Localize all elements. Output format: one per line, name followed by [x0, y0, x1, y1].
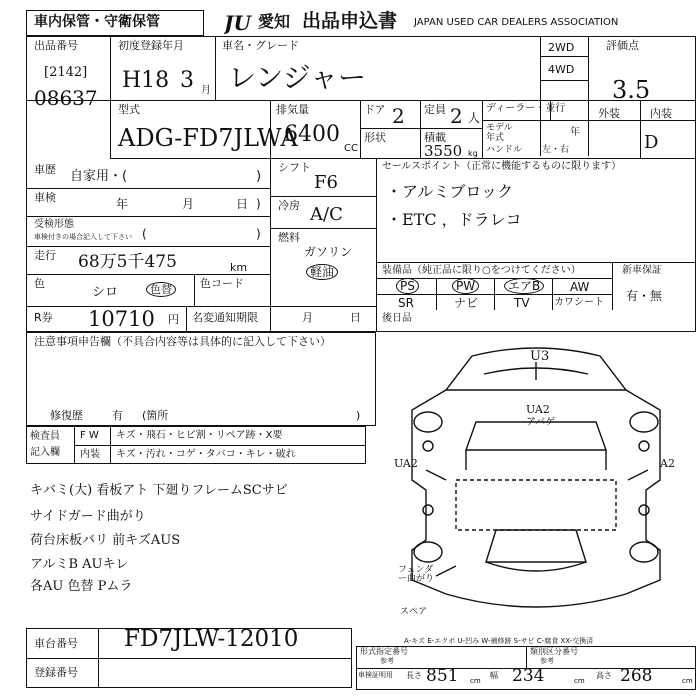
cert-length-cm: cm	[470, 677, 481, 685]
capacity-unit: 人	[468, 111, 481, 125]
name-change-label: 名変通知期限	[192, 311, 258, 324]
name-change-month: 月	[302, 311, 313, 324]
displacement-label: 排気量	[276, 103, 309, 116]
mark-a2-right: A2	[660, 457, 675, 470]
equip-navi: ナビ	[454, 296, 479, 310]
sales-point-1: ・アルミブロック	[386, 182, 514, 201]
lot-label: 出品番号	[34, 39, 78, 52]
fuel-diesel: 軽油	[306, 266, 338, 278]
inspector-entry-label: 記入欄	[30, 447, 60, 458]
cert-proof-label: 車検証明用	[358, 671, 393, 679]
mileage-label: 走行	[34, 249, 56, 262]
lot-sub-number: [2142]	[44, 65, 88, 80]
shape-label: 形状	[364, 131, 386, 144]
capacity-value: 2	[450, 104, 463, 128]
cert-height: 268	[620, 666, 653, 686]
equip-sr: SR	[398, 296, 414, 310]
ju-logo	[224, 10, 256, 34]
equipment-label: 装備品（純正品に限り○をつけてください）	[382, 265, 581, 276]
load-value: 3550	[424, 142, 463, 160]
model-year-model-label: モデル	[486, 123, 513, 133]
remark-1: キバミ(大) 看板アト 下廻りフレームSCサビ	[30, 483, 288, 498]
first-reg-year: H18	[122, 68, 170, 93]
sales-points-label: セールスポイント（正常に機能するものに限ります）	[382, 161, 622, 172]
model-code-label: 型式	[118, 103, 140, 116]
first-reg-month-unit: 月	[201, 85, 211, 96]
mark-ua2-top: UA2	[526, 403, 550, 416]
inspector-interior-head: 内装	[80, 449, 100, 460]
model-year-unit: 年	[570, 127, 580, 138]
load-unit: kg	[468, 149, 478, 158]
handle-options: 左・右	[542, 145, 570, 155]
remark-4: アルミB AUキレ	[30, 557, 129, 572]
model-code-value: ADG-FD7JLWA	[118, 124, 298, 152]
recycle-label: R券	[34, 311, 53, 324]
displacement-unit: CC	[344, 143, 358, 154]
model-name-value: レンジャー	[228, 61, 367, 94]
cert-length-label: 長さ	[406, 671, 422, 680]
cooling-value: A/C	[310, 204, 343, 225]
inspector-label: 検査員	[30, 431, 60, 442]
reception-note: 車検付きの場合記入して下さい	[34, 233, 132, 241]
capacity-label: 定員	[424, 103, 446, 116]
mark-spare: スペア	[400, 607, 428, 617]
mark-fender: フェンダー曲がり	[398, 565, 435, 584]
cert-height-cm: cm	[682, 677, 693, 685]
drive-2wd: 2WD	[548, 41, 575, 54]
chassis-value: FD7JLW-12010	[124, 626, 299, 652]
grade-label: 評価点	[606, 39, 639, 52]
shift-value: F6	[314, 172, 338, 193]
lot-number: 08637	[34, 86, 98, 110]
doors-label: ドア	[364, 103, 386, 116]
post-entry-label: 後日品	[382, 313, 412, 324]
sales-point-2: ・ETC ，ドラレコ	[386, 210, 522, 229]
equip-pw: PW	[452, 280, 479, 292]
history-value: 自家用・(	[70, 169, 128, 184]
inspector-fw: F W	[80, 430, 99, 441]
damage-legend: A-キズ E-エクボ U-凹み W-補修跡 S-サビ C-腐食 XX-交換済	[404, 637, 594, 645]
inspection-label: 車検	[34, 191, 56, 204]
first-reg-month: 3	[180, 68, 194, 93]
vehicle-damage-diagram	[376, 330, 696, 630]
inspector-interior-row: キズ・汚れ・コゲ・タバコ・キレ・破れ	[116, 449, 296, 460]
cert-type-ref: 参考	[380, 657, 394, 665]
history-label: 車歴	[34, 163, 56, 176]
equip-ps: PS	[396, 280, 419, 292]
model-name-label: 車名・グレード	[222, 39, 299, 52]
inspection-day: 日	[236, 197, 249, 211]
remark-2: サイドガード曲がり	[30, 509, 146, 524]
first-reg-label: 初度登録年月	[118, 39, 184, 52]
repair-close: )	[356, 409, 361, 422]
repair-label: 修復歴	[50, 409, 83, 422]
remark-5: 各AU 色替 Pムラ	[30, 579, 133, 594]
inspector-exterior-row: キズ・飛石・ヒビ割・リペア跡・X要	[116, 430, 283, 441]
recycle-unit: 円	[168, 313, 179, 326]
inspection-close: )	[256, 197, 261, 211]
fuel-label: 燃料	[278, 231, 300, 244]
shift-label: シフト	[278, 161, 311, 174]
cert-length: 851	[426, 666, 459, 686]
equip-airbag: エアB	[504, 280, 544, 292]
cooling-label: 冷房	[278, 199, 300, 212]
inspection-year: 年	[116, 197, 129, 211]
cert-width: 234	[512, 666, 545, 686]
reception-label: 受検形態	[34, 219, 74, 230]
association-name: JAPAN USED CAR DEALERS ASSOCIATION	[414, 17, 619, 28]
name-change-day: 日	[350, 311, 361, 324]
color-label: 色	[34, 277, 45, 290]
history-close: )	[256, 169, 262, 184]
load-label: 積載	[424, 131, 446, 144]
new-car-warranty-label: 新車保証	[622, 265, 662, 276]
inspection-month: 月	[182, 197, 195, 211]
fuel-gasoline: ガソリン	[304, 245, 353, 259]
storage-label: 車内保管・守衛保管	[34, 14, 160, 30]
equip-leather-seat: カワシート	[554, 297, 604, 308]
aichi-label: 愛知	[258, 12, 291, 31]
registration-label: 登録番号	[34, 666, 78, 679]
notes-label: 注意事項申告欄（不具合内容等は具体的に記入して下さい）	[34, 335, 331, 348]
recycle-amount: 10710	[88, 307, 155, 331]
dealer-parallel-label: ディーラー・並行	[486, 103, 566, 114]
exterior-label: 外装	[598, 107, 620, 120]
repair-value: 有	[112, 409, 123, 422]
reception-close: )	[256, 227, 261, 241]
reception-open: (	[142, 227, 147, 241]
svg-text:JU: JU	[224, 11, 251, 34]
doors-value: 2	[392, 104, 405, 128]
interior-label: 内装	[650, 107, 672, 120]
cert-width-cm: cm	[574, 677, 585, 685]
mark-u3: U3	[530, 349, 550, 364]
cert-width-label: 幅	[490, 671, 498, 680]
color-value: シロ	[92, 285, 119, 300]
repair-location: (箇所	[142, 409, 169, 422]
grade-score: 3.5	[612, 76, 651, 104]
interior-grade: D	[644, 132, 659, 153]
color-code-label: 色コード	[200, 277, 244, 290]
mileage-value: 68万5千475	[78, 252, 177, 272]
mark-peel: アバゲ	[526, 417, 556, 428]
equip-aw: AW	[570, 280, 590, 294]
displacement-value: 6400	[284, 122, 340, 147]
remark-3: 荷台床板バリ 前キズAUS	[30, 533, 181, 548]
cert-type-label: 形式指定番号	[360, 647, 408, 656]
new-car-warranty-value: 有・無	[626, 289, 663, 303]
mileage-unit: km	[230, 261, 248, 274]
model-year-label: 年式	[486, 133, 505, 143]
cert-class-ref: 参考	[540, 657, 554, 665]
drive-4wd: 4WD	[548, 63, 575, 76]
cert-class-label: 類別区分番号	[530, 647, 578, 656]
chassis-label: 車台番号	[34, 637, 78, 650]
color-change: 色替	[146, 284, 176, 295]
cert-height-label: 高さ	[596, 671, 612, 680]
equip-tv: TV	[514, 296, 530, 310]
handle-label: ハンドル	[486, 145, 523, 155]
mark-ua2-left: UA2	[394, 457, 418, 470]
form-title: 出品申込書	[302, 10, 398, 32]
